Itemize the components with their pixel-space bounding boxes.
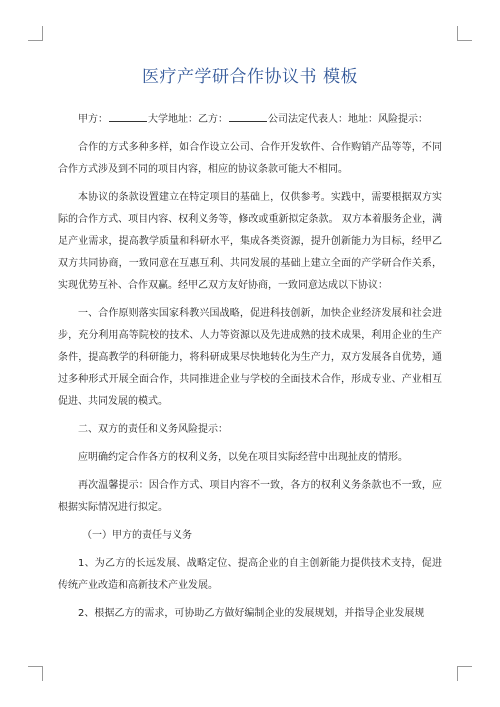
paragraph-party-a-duties: （一）甲方的责任与义务	[82, 530, 192, 541]
party-a-after: 大学地址：乙方：	[148, 114, 228, 125]
parties-line	[58, 109, 442, 131]
paragraph-principles: 一、合作原则落实国家科教兴国战略，促进科技创新，加快企业经济发展和社会进步，充分利用高等院校的技术、人力等资源以及先进成熟的技术成果，利用企业的生产条件，提高教学的科研能力，将科研成果尽快地转化为生产力，双方发展各自优势，通过多种形式开展全面合作，共同推进企业与学校的全面技术合作，形成专业、产业相互促进、共同发展的模式。	[58, 308, 442, 407]
document-body	[58, 109, 442, 625]
party-a-blank	[109, 112, 147, 122]
paragraph-basis: 本协议的条款设置建立在特定项目的基础上，仅供参考。实践中，需要根据双方实际的合作方式、项目内容、权利义务等，修改或重新拟定条款。 双方本着服务企业，满足产业需求，提高教学质量和科研水平，集成各类资源，提升创新能力为目标，经甲乙双方共同协商，一致同意在互惠互利、共同发展的基础上建立全面的产学研合作关系，实现优势互补、合作双赢。经甲乙双方友好协商，一致同意达成以下协议：	[58, 192, 442, 291]
crop-mark-bottom-left	[28, 666, 43, 681]
party-b-after: 公司法定代表人：地址：风险提示：	[268, 114, 428, 125]
paragraph-duties-heading: 二、双方的责任和义务风险提示：	[78, 424, 228, 435]
crop-mark-top-right	[457, 26, 472, 41]
crop-mark-bottom-right	[457, 666, 472, 681]
crop-mark-top-left	[28, 26, 43, 41]
party-a-label: 甲方：	[78, 114, 108, 125]
party-b-blank	[229, 112, 267, 122]
paragraph-cooperation-forms: 合作的方式多种多样，如合作设立公司、合作开发软件、合作购销产品等等，不同合作方式涉及到不同的项目内容，相应的协议条款可能大不相同。	[58, 142, 442, 175]
paragraph-reminder: 再次温馨提示：因合作方式、项目内容不一致，各方的权利义务条款也不一致，应根据实际情况进行拟定。	[58, 480, 442, 513]
paragraph-rights-note: 应明确约定合作各方的权利义务，以免在项目实际经营中出现扯皮的情形。	[78, 452, 408, 463]
paragraph-item-2: 2、根据乙方的需求，可协助乙方做好编制企业的发展规划，并指导企业发展规	[78, 608, 425, 619]
paragraph-item-1: 1、为乙方的长远发展、战略定位、提高企业的自主创新能力提供技术支持，促进传统产业改造和高新技术产业发展。	[58, 558, 442, 591]
document-title: 医疗产学研合作协议书 模板	[142, 67, 358, 87]
